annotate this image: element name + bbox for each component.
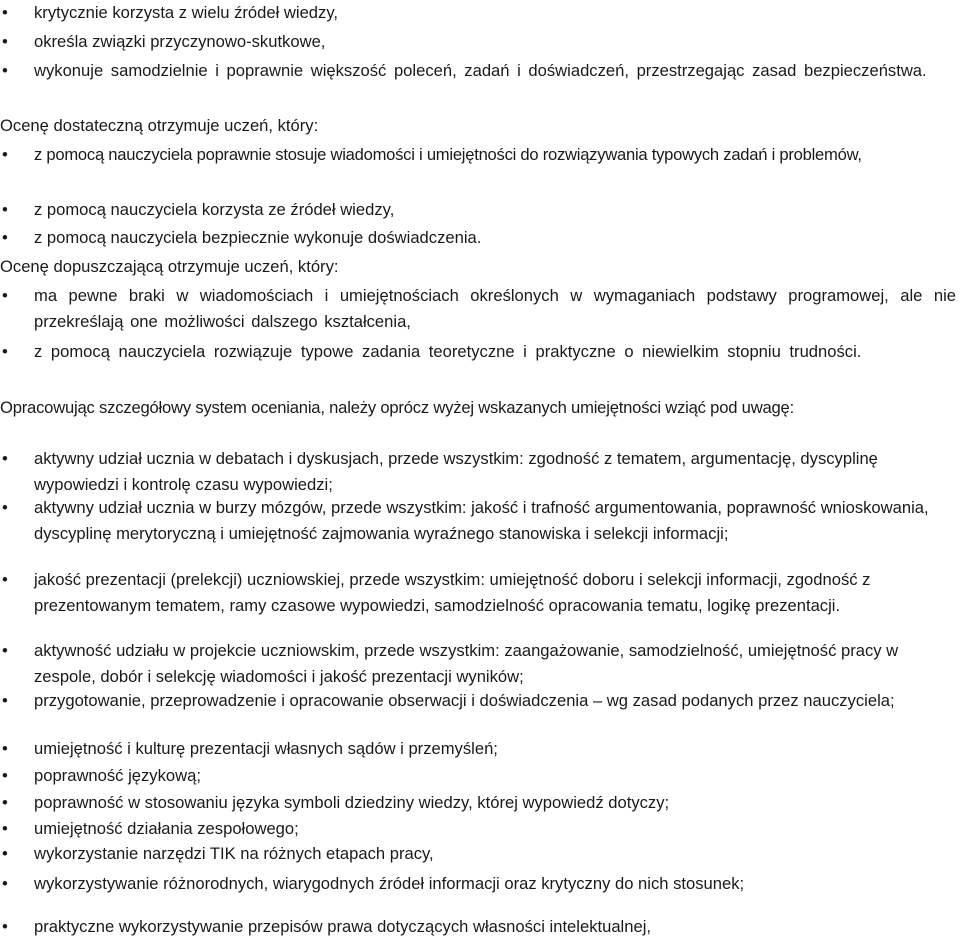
list-item-text: aktywny udział ucznia w debatach i dyskusjach, przede wszystkim: zgodność z tematem, argumentację, dyscyplinę wypowiedzi i kontrolę czasu wypowiedzi;: [34, 449, 878, 494]
list-item-text: przygotowanie, przeprowadzenie i opracowanie obserwacji i doświadczenia – wg zasad podanych przez nauczyciela;: [34, 691, 895, 710]
bullet: •: [2, 739, 8, 758]
bullet: •: [2, 874, 8, 893]
bullet: •: [2, 61, 8, 80]
bullet: •: [2, 844, 8, 863]
section-heading: Ocenę dostateczną otrzymuje uczeń, który:: [0, 116, 319, 135]
bullet: •: [2, 793, 8, 812]
list-item-text: krytycznie korzysta z wielu źródeł wiedzy,: [34, 3, 339, 22]
bullet: •: [2, 449, 8, 468]
list-item-text: z pomocą nauczyciela bezpiecznie wykonuje doświadczenia.: [34, 228, 482, 247]
list-item-text: poprawność językową;: [34, 766, 201, 785]
list-item-text: określa związki przyczynowo-skutkowe,: [34, 32, 326, 51]
bullet: •: [2, 641, 8, 660]
list-item-text: praktyczne wykorzystywanie przepisów prawa dotyczących własności intelektualnej,: [34, 917, 651, 936]
bullet: •: [2, 766, 8, 785]
bullet: •: [2, 286, 8, 305]
bullet: •: [2, 570, 8, 589]
list-item-text: ma pewne braki w wiadomościach i umiejętnościach określonych w wymaganiach podstawy programowej, ale nie przekreślają one możliwości dalszego kształcenia,: [34, 286, 956, 331]
list-item-text: jakość prezentacji (prelekcji) uczniowskiej, przede wszystkim: umiejętność doboru i selekcji informacji, zgodność z prezentowanym tematem, ramy czasowe wypowiedzi, samodzielność opracowania tematu, logikę prezentacji.: [34, 570, 871, 615]
list-item-text: wykorzystywanie różnorodnych, wiarygodnych źródeł informacji oraz krytyczny do nich stosunek;: [34, 874, 745, 893]
list-item-text: wykorzystanie narzędzi TIK na różnych etapach pracy,: [34, 844, 434, 863]
list-item-text: z pomocą nauczyciela korzysta ze źródeł wiedzy,: [34, 200, 395, 219]
list-item-text: umiejętność i kulturę prezentacji własnych sądów i przemyśleń;: [34, 739, 498, 758]
bullet: •: [2, 819, 8, 838]
bullet: •: [2, 917, 8, 936]
bullet: •: [2, 342, 8, 361]
list-item-text: poprawność w stosowaniu języka symboli dziedziny wiedzy, której wypowiedź dotyczy;: [34, 793, 670, 812]
bullet: •: [2, 200, 8, 219]
intro-paragraph: Opracowując szczegółowy system oceniania, należy oprócz wyżej wskazanych umiejętności wziąć pod uwagę:: [0, 398, 794, 417]
list-item-text: aktywność udziału w projekcie uczniowskim, przede wszystkim: zaangażowanie, samodzielność, umiejętność pracy w zespole, dobór i selekcję wiadomości i jakość prezentacji wyników;: [34, 641, 899, 686]
bullet: •: [2, 498, 8, 517]
list-item-text: z pomocą nauczyciela rozwiązuje typowe zadania teoretyczne i praktyczne o niewielkim stopniu trudności.: [34, 342, 862, 361]
section-heading: Ocenę dopuszczającą otrzymuje uczeń, który:: [0, 257, 339, 276]
bullet: •: [2, 32, 8, 51]
list-item-text: umiejętność działania zespołowego;: [34, 819, 299, 838]
bullet: •: [2, 3, 8, 22]
list-item-text: z pomocą nauczyciela poprawnie stosuje wiadomości i umiejętności do rozwiązywania typowych zadań i problemów,: [34, 145, 862, 164]
bullet: •: [2, 228, 8, 247]
bullet: •: [2, 145, 8, 164]
list-item-text: wykonuje samodzielnie i poprawnie większość poleceń, zadań i doświadczeń, przestrzegając zasad bezpieczeństwa.: [34, 61, 927, 80]
bullet: •: [2, 691, 8, 710]
list-item-text: aktywny udział ucznia w burzy mózgów, przede wszystkim: jakość i trafność argumentowania, poprawność wnioskowania, dyscyplinę merytoryczną i umiejętność zajmowania wyraźnego stanowiska i selekcji informacji;: [34, 498, 929, 543]
